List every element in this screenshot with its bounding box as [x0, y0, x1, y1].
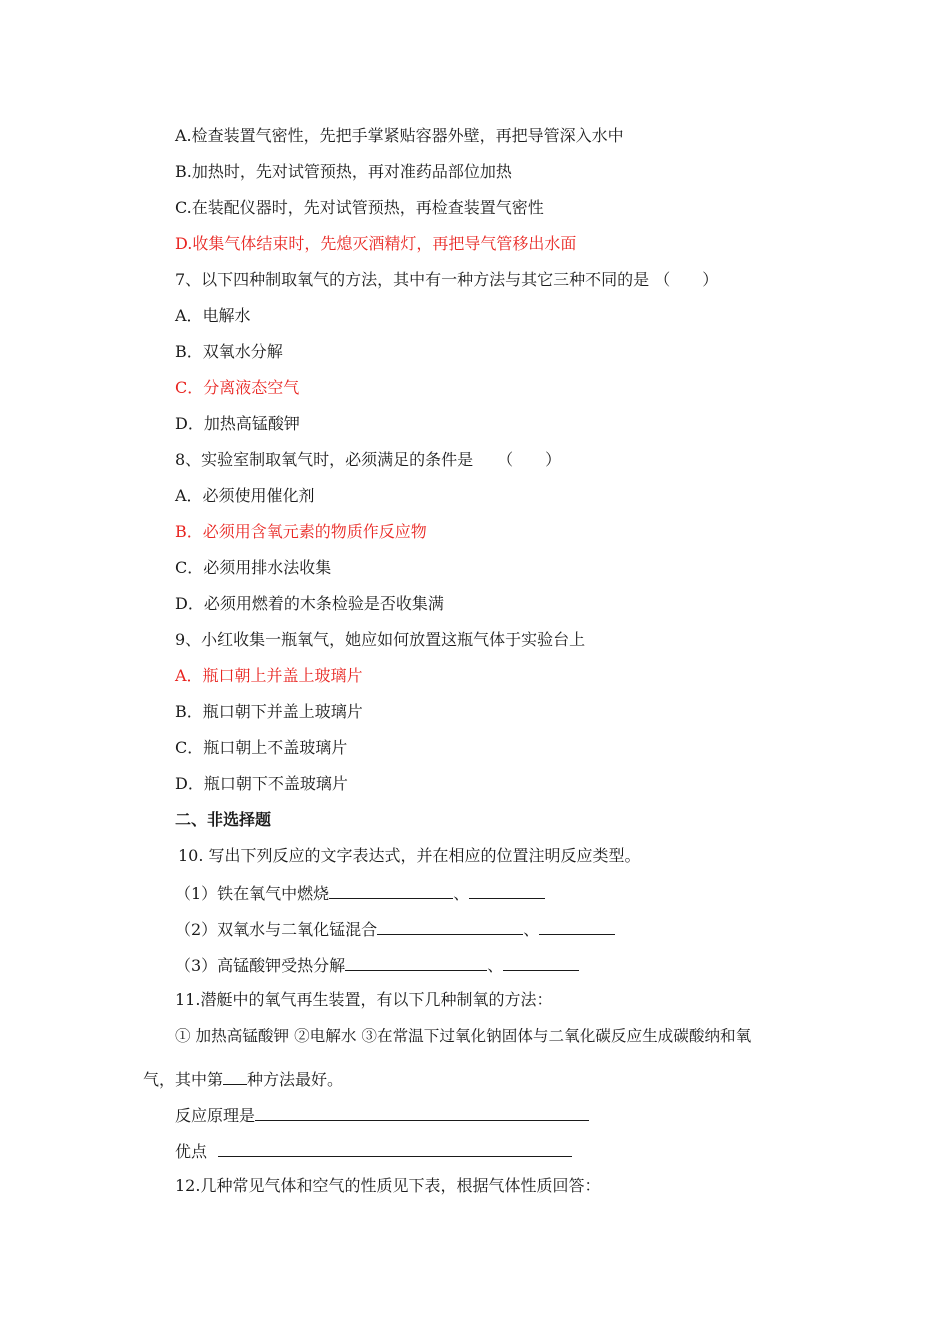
- q9-stem: 9、小红收集一瓶氧气，她应如何放置这瓶气体于实验台上: [175, 630, 586, 649]
- q11-choice-post: 种方法最好。: [247, 1070, 344, 1089]
- answer-blank[interactable]: [377, 918, 523, 935]
- q11-advantage: [175, 1140, 572, 1162]
- answer-blank[interactable]: [345, 954, 487, 971]
- q7-option-b: B．双氧水分解: [175, 342, 283, 361]
- q6-option-b: B.加热时，先对试管预热，再对准药品部位加热: [175, 162, 512, 181]
- answer-blank[interactable]: [503, 954, 579, 971]
- answer-blank[interactable]: [223, 1068, 247, 1085]
- q10-part-3: [175, 954, 579, 976]
- q7-option-d: D．加热高锰酸钾: [175, 414, 300, 433]
- q6-option-a: A.检查装置气密性，先把手掌紧贴容器外壁，再把导管深入水中: [175, 126, 624, 145]
- separator: 、: [453, 884, 470, 903]
- answer-blank[interactable]: [469, 882, 545, 899]
- q8-option-c: C．必须用排水法收集: [175, 558, 332, 577]
- q10-part-2: [175, 918, 615, 940]
- q11-advantage-label: 优点: [175, 1142, 213, 1161]
- q11-choice-line: [143, 1068, 343, 1090]
- q9-option-b: B．瓶口朝下并盖上玻璃片: [175, 702, 363, 721]
- q11-principle: [175, 1104, 589, 1126]
- q10-stem: 10. 写出下列反应的文字表达式，并在相应的位置注明反应类型。: [178, 846, 641, 865]
- q11-principle-label: 反应原理是: [175, 1106, 256, 1125]
- q12-stem: 12.几种常见气体和空气的性质见下表，根据气体性质回答：: [175, 1176, 601, 1195]
- q11-methods: ① 加热高锰酸钾 ②电解水 ③在常温下过氧化钠固体与二氧化碳反应生成碳酸纳和氧: [175, 1027, 752, 1045]
- q10-part-1-label: （1）铁在氧气中燃烧: [175, 884, 330, 903]
- answer-blank[interactable]: [255, 1104, 589, 1121]
- answer-blank[interactable]: [218, 1140, 572, 1157]
- q10-part-3-label: （3）高锰酸钾受热分解: [175, 956, 346, 975]
- separator: 、: [523, 920, 540, 939]
- q10-part-2-label: （2）双氧水与二氧化锰混合: [175, 920, 378, 939]
- q9-option-d: D．瓶口朝下不盖玻璃片: [175, 774, 348, 793]
- q8-option-a: A．必须使用催化剂: [175, 486, 315, 505]
- answer-blank[interactable]: [539, 918, 615, 935]
- q11-choice-pre: 气，其中第: [143, 1070, 224, 1089]
- q9-option-a-answer: A．瓶口朝上并盖上玻璃片: [175, 666, 363, 685]
- q9-option-c: C．瓶口朝上不盖玻璃片: [175, 738, 348, 757]
- section-heading: 二、非选择题: [175, 810, 272, 829]
- q11-stem: 11.潜艇中的氧气再生装置，有以下几种制氧的方法：: [175, 990, 553, 1009]
- separator: 、: [487, 956, 504, 975]
- q8-option-d: D．必须用燃着的木条检验是否收集满: [175, 594, 444, 613]
- q10-part-1: [175, 882, 545, 904]
- q7-stem: 7、以下四种制取氧气的方法，其中有一种方法与其它三种不同的是 （ ）: [175, 270, 719, 289]
- q8-stem: 8、实验室制取氧气时，必须满足的条件是 （ ）: [175, 450, 562, 469]
- q7-option-a: A．电解水: [175, 306, 251, 325]
- q6-option-d-answer: D.收集气体结束时，先熄灭酒精灯，再把导气管移出水面: [175, 234, 577, 253]
- q8-option-b-answer: B．必须用含氧元素的物质作反应物: [175, 522, 427, 541]
- answer-blank[interactable]: [329, 882, 453, 899]
- q6-option-c: C.在装配仪器时，先对试管预热，再检查装置气密性: [175, 198, 544, 217]
- q7-option-c-answer: C．分离液态空气: [175, 378, 300, 397]
